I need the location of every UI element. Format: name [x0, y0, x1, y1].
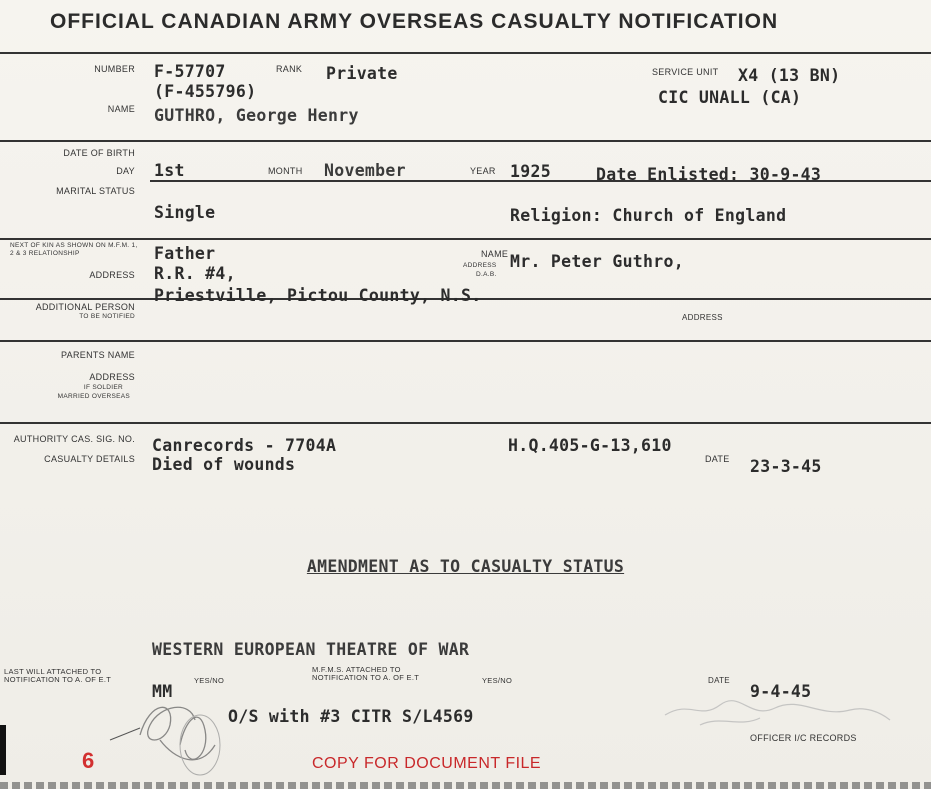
- additional-person-label: ADDITIONAL PERSON: [35, 302, 135, 312]
- service-number-alt: (F-455796): [154, 82, 257, 101]
- month-label: MONTH: [268, 166, 303, 176]
- hq-reference: H.Q.405-G-13,610: [508, 436, 672, 455]
- nok-name-label: NAME: [481, 249, 509, 259]
- nok-name: Mr. Peter Guthro,: [510, 252, 684, 271]
- initials-value: MM: [152, 682, 173, 701]
- casualty-date-value: 23-3-45: [750, 457, 822, 476]
- date-of-birth-label: DATE OF BIRTH: [63, 148, 135, 158]
- birth-month: November: [324, 161, 406, 180]
- authority-value: Canrecords - 7704A: [152, 436, 337, 455]
- religion-value: Religion: Church of England: [510, 206, 787, 225]
- amendment-heading: AMENDMENT AS TO CASUALTY STATUS: [306, 557, 625, 576]
- married-overseas-label: MARRIED OVERSEAS: [57, 393, 130, 400]
- nok-address-line-2: Priestville, Pictou County, N.S.: [154, 286, 482, 305]
- nok-dab-label: D.A.B.: [476, 271, 497, 278]
- nok-address-small-label: ADDRESS: [463, 262, 497, 269]
- name-label: NAME: [107, 104, 135, 114]
- birth-year: 1925: [510, 162, 551, 181]
- form-title: OFFICIAL CANADIAN ARMY OVERSEAS CASUALTY NOTIFICATION: [50, 10, 779, 33]
- nok-address-line-1: R.R. #4,: [154, 264, 236, 283]
- bottom-date-value: 9-4-45: [750, 682, 812, 701]
- rank-value: Private: [326, 64, 398, 83]
- officer-label: OFFICER I/C RECORDS: [750, 733, 857, 743]
- os-note: O/S with #3 CITR S/L4569: [228, 707, 474, 726]
- date-enlisted: Date Enlisted: 30-9-43: [596, 165, 822, 184]
- number-label: NUMBER: [94, 64, 135, 74]
- casualty-details-value: Died of wounds: [152, 455, 296, 474]
- mfms-yes-no: YES/NO: [482, 676, 513, 685]
- page-mark: 6: [82, 748, 95, 773]
- bottom-date-label: DATE: [708, 676, 730, 685]
- year-label: YEAR: [470, 166, 496, 176]
- theatre-value: WESTERN EUROPEAN THEATRE OF WAR: [152, 640, 470, 659]
- additional-address-label: ADDRESS: [682, 313, 723, 322]
- authority-label: AUTHORITY CAS. SIG. NO.: [13, 434, 135, 444]
- marital-status-value: Single: [154, 203, 216, 222]
- soldier-name: GUTHRO, George Henry: [154, 106, 359, 125]
- casualty-date-label: DATE: [705, 454, 730, 464]
- scan-edge-mark: [0, 725, 6, 775]
- marital-status-label: MARITAL STATUS: [56, 186, 135, 196]
- nok-address-label: ADDRESS: [89, 270, 135, 280]
- if-soldier-label: IF SOLDIER: [83, 384, 123, 391]
- casualty-details-label: CASUALTY DETAILS: [44, 454, 135, 464]
- service-unit-value-1: X4 (13 BN): [738, 66, 841, 85]
- last-will-label: LAST WILL ATTACHED TO NOTIFICATION TO A. OF E.T: [4, 667, 112, 684]
- to-be-notified-label: TO BE NOTIFIED: [79, 313, 135, 320]
- birth-day: 1st: [154, 161, 185, 180]
- service-unit-label: SERVICE UNIT: [652, 67, 719, 77]
- copy-for-document-file: COPY FOR DOCUMENT FILE: [312, 755, 542, 772]
- day-label: DAY: [116, 166, 135, 176]
- scan-bottom-edge: [0, 782, 931, 789]
- service-number: F-57707: [154, 62, 226, 81]
- parents-address-label: ADDRESS: [89, 372, 135, 382]
- next-of-kin-label: NEXT OF KIN AS SHOWN ON M.F.M. 1, 2 & 3 RELATIONSHIP: [10, 242, 138, 257]
- last-will-yes-no: YES/NO: [194, 676, 225, 685]
- parents-name-label: PARENTS NAME: [61, 350, 135, 360]
- rank-label: RANK: [276, 64, 303, 74]
- nok-relationship: Father: [154, 244, 216, 263]
- service-unit-value-2: CIC UNALL (CA): [658, 88, 802, 107]
- mfms-attached-label: M.F.M.S. ATTACHED TO NOTIFICATION TO A. OF E.T: [312, 665, 420, 682]
